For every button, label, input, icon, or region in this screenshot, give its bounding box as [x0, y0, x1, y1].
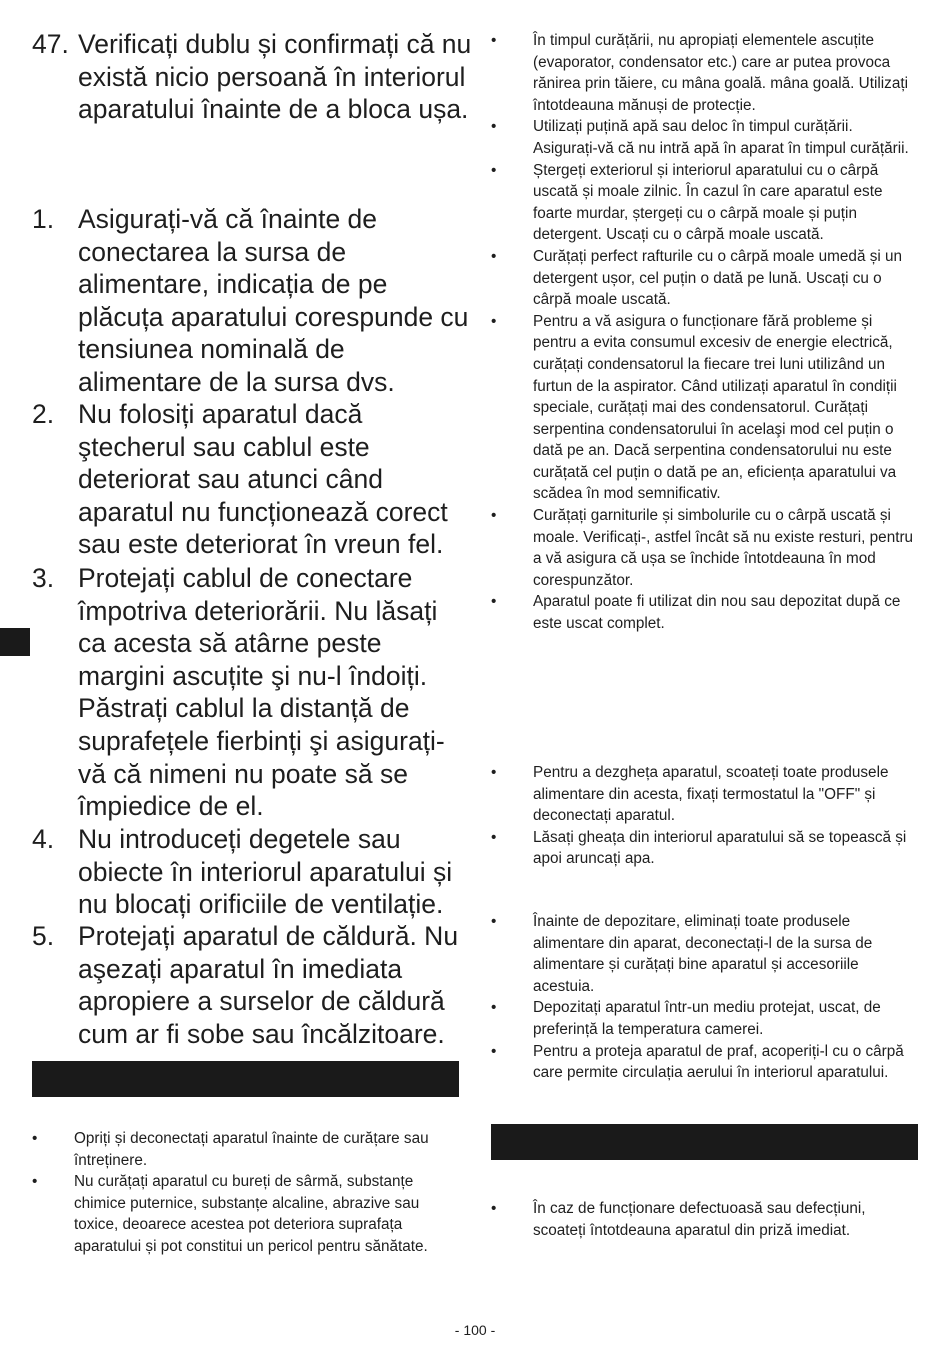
numbered-item-1	[32, 203, 472, 399]
bullet-icon: •	[491, 1042, 497, 1060]
list-item-text: Aparatul poate fi utilizat din nou sau depozitat după ce este uscat complet.	[533, 593, 901, 633]
bullet-icon: •	[32, 1173, 38, 1191]
item-text: Verificați dublu și confirmați că nu există nicio persoană în interiorul aparatului înainte de a bloca ușa.	[78, 29, 472, 125]
list-item	[491, 1041, 918, 1084]
list-item	[32, 1171, 460, 1257]
list-item	[491, 116, 918, 159]
item-text: Protejați aparatul de căldură. Nu aşezați aparatul în imediata apropiere a surselor de căldură cum ar fi sobe sau încălzitoare.	[78, 921, 459, 1049]
list-item-text: În caz de funcționare defectuoasă sau defecțiuni, scoateți întotdeauna aparatul din priză imediat.	[533, 1200, 866, 1239]
item-number: 2.	[32, 399, 55, 429]
bullet-icon: •	[491, 32, 497, 49]
list-item-text: Ștergeți exteriorul și interiorul aparatului cu o cârpă uscată și moale zilnic. În cazul în care aparatul este foarte murdar, ștergeți cu o cârpă moale și puțin detergent. Uscați cu o cârpă moale uscată.	[533, 161, 883, 244]
item-number: 1.	[32, 204, 55, 234]
item-text: Protejați cablul de conectare împotriva deteriorării. Nu lăsați ca acesta să atârne peste margini ascuțite şi nu-l îndoiți. Păstrați cablul la distanță de suprafețele fierbinți şi asigurați-vă că nimeni nu poate să se împiedice de el.	[78, 563, 445, 822]
list-item	[491, 827, 918, 870]
list-item	[491, 591, 918, 634]
list-item	[491, 911, 918, 997]
list-item-text: Pentru a proteja aparatul de praf, acoperiți-l cu o cârpă care permite circulația aerului în interiorul aparatului.	[533, 1042, 904, 1082]
bullet-icon: •	[32, 1130, 38, 1147]
list-item	[491, 1198, 918, 1241]
item-number: 47.	[32, 29, 69, 59]
right-bullet-list-2	[491, 762, 918, 870]
list-item-text: Nu curățați aparatul cu bureți de sârmă, substanțe chimice puternice, substanțe alcaline, abrazive sau toxice, deoarece acestea pot deteriora suprafața aparatului și pot constitui un pericol pentru sănătate.	[74, 1173, 428, 1255]
right-bullet-list-3	[491, 911, 918, 1084]
item-text: Nu introduceți degetele sau obiecte în interiorul aparatului și nu blocați orificiile de ventilație.	[78, 824, 453, 920]
list-item-text: Curățați perfect rafturile cu o cârpă moale umedă și un detergent ușor, cel puțin o dată pe lună. Uscați cu o cârpă moale uscată.	[533, 247, 903, 309]
list-item	[491, 311, 918, 505]
bullet-icon: •	[491, 999, 497, 1017]
numbered-item-3	[32, 562, 472, 823]
list-item-text: Lăsați gheața din interiorul aparatului să se topească și apoi aruncați apa.	[533, 828, 907, 868]
list-item	[491, 30, 918, 116]
cleaning-bullet-list	[32, 1128, 460, 1258]
item-number: 5.	[32, 921, 55, 951]
list-item-text: Pentru a dezgheța aparatul, scoateți toate produsele alimentare din acesta, fixați termostatul la "OFF" și deconectați aparatul.	[533, 764, 889, 825]
bullet-icon: •	[491, 161, 497, 179]
bullet-icon: •	[491, 507, 497, 525]
numbered-item-47	[32, 28, 472, 126]
list-item	[491, 160, 918, 246]
bullet-icon: •	[491, 1200, 497, 1217]
bullet-icon: •	[491, 118, 497, 136]
section-side-tab	[0, 628, 30, 656]
list-item	[491, 762, 918, 827]
section-heading-bar	[491, 1124, 918, 1160]
bullet-icon: •	[491, 312, 497, 330]
bullet-icon: •	[491, 593, 497, 611]
right-bullet-list-4	[491, 1198, 918, 1241]
item-text: Asigurați-vă că înainte de conectarea la sursa de alimentare, indicația de pe plăcuța aparatului corespunde cu tensiunea nominală de alimentare de la sursa dvs.	[78, 204, 469, 397]
item-number: 4.	[32, 824, 55, 854]
section-heading-bar	[32, 1061, 459, 1097]
list-item-text: Înainte de depozitare, eliminați toate produsele alimentare din aparat, deconectați-l de la sursa de alimentare și curățați bine aparatul și accesoriile acestuia.	[533, 913, 873, 995]
right-bullet-list-1	[491, 30, 918, 635]
item-number: 3.	[32, 563, 55, 593]
numbered-item-4	[32, 823, 472, 921]
list-item	[491, 997, 918, 1040]
numbered-item-2	[32, 398, 472, 561]
list-item	[32, 1128, 460, 1171]
list-item	[491, 505, 918, 591]
bullet-icon: •	[491, 764, 497, 781]
list-item-text: În timpul curățării, nu apropiați elementele ascuțite (evaporator, condensator etc.) care ar putea provoca rănirea prin tăiere, cu mâna goală. mâna goală. Utilizați întotdeauna mănuși de protecție.	[533, 32, 908, 114]
list-item-text: Opriți și deconectați aparatul înainte de curățare sau întreținere.	[74, 1130, 429, 1169]
item-text: Nu folosiți aparatul dacă ştecherul sau cablul este deteriorat sau atunci când aparatul nu funcționează corect sau este deteriorat în vreun fel.	[78, 399, 448, 560]
bullet-icon: •	[491, 913, 497, 930]
list-item-text: Depozitați aparatul într-un mediu protejat, uscat, de preferință la temperatura camerei.	[533, 999, 881, 1038]
page-number: - 100 -	[454, 1322, 496, 1338]
list-item	[491, 246, 918, 311]
numbered-item-5	[32, 920, 472, 1050]
bullet-icon: •	[491, 828, 497, 846]
bullet-icon: •	[491, 247, 497, 265]
list-item-text: Curățați garniturile și simbolurile cu o cârpă uscată și moale. Verificați-, astfel încât să nu existe resturi, pentru a vă asigura că ușa se închide întotdeauna în mod corespunzător.	[533, 507, 914, 589]
list-item-text: Utilizați puțină apă sau deloc în timpul curățării. Asigurați-vă că nu intră apă în aparat în timpul curățării.	[533, 118, 909, 157]
list-item-text: Pentru a vă asigura o funcționare fără probleme și pentru a evita consumul excesiv de energie electrică, curățați condensatorul la fiecare trei luni utilizând un furtun de la aspirator. Când utilizați aparatul în condiții speciale, curățați mai des condensatorul. Curățați serpentina condensatorului în acelaşi mod cel puțin o dată pe an. Dacă serpentina condensatorului nu este curățată cel puțin o dată pe an, eficiența aparatului va scădea în mod semnificativ.	[533, 312, 897, 503]
